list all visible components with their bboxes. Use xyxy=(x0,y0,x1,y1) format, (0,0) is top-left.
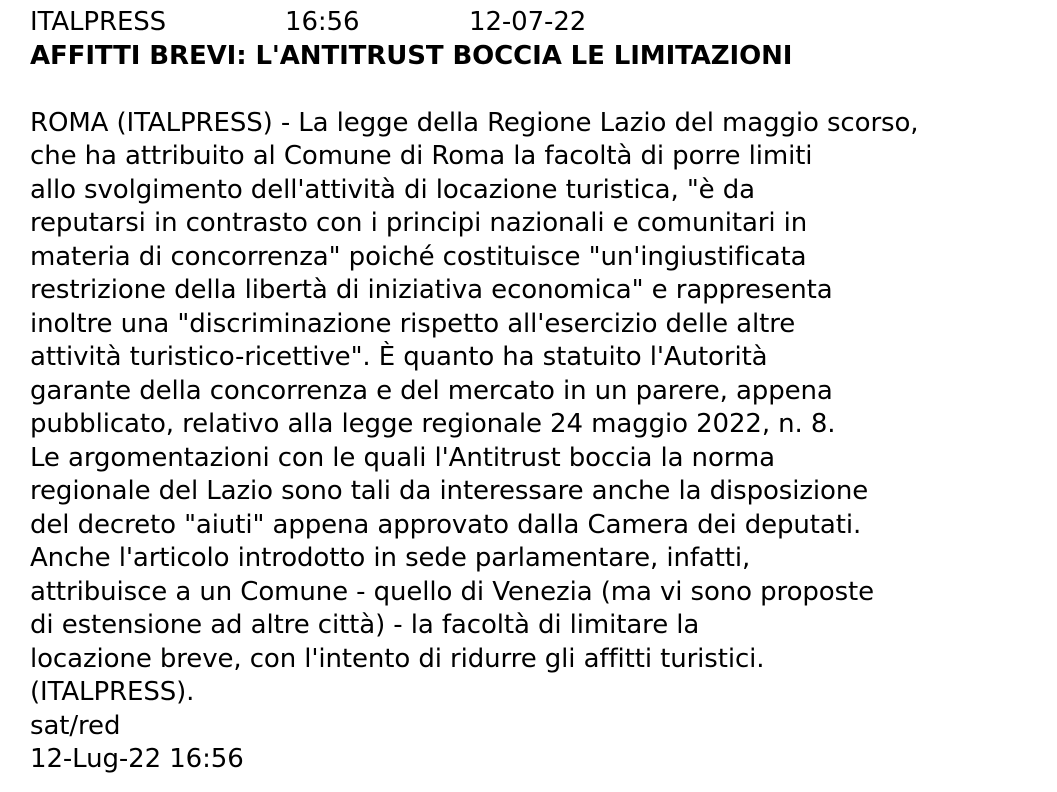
body-line: Le argomentazioni con le quali l'Antitrust boccia la norma xyxy=(30,442,775,473)
article-body xyxy=(30,107,1040,710)
author-signature: sat/red xyxy=(30,710,121,741)
dispatch-header xyxy=(30,6,1040,40)
body-line: che ha attribuito al Comune di Roma la facoltà di porre limiti xyxy=(30,141,813,171)
body-line: ROMA (ITALPRESS) - La legge della Regione Lazio del maggio scorso, xyxy=(30,107,919,138)
body-line: reputarsi in contrasto con i principi nazionali e comunitari in xyxy=(30,208,808,238)
dispatch-time: 16:56 xyxy=(285,7,360,37)
body-line: locazione breve, con l'intento di ridurre gli affitti turistici. xyxy=(30,643,765,674)
body-line: garante della concorrenza e del mercato in un parere, appena xyxy=(30,375,833,406)
headline: AFFITTI BREVI: L'ANTITRUST BOCCIA LE LIMITAZIONI xyxy=(30,40,793,71)
body-line: attribuisce a un Comune - quello di Venezia (ma vi sono proposte xyxy=(30,576,875,607)
agency-name: ITALPRESS xyxy=(30,7,167,37)
body-line: restrizione della libertà di iniziativa economica" e rappresenta xyxy=(30,275,833,305)
body-line: pubblicato, relativo alla legge regionale 24 maggio 2022, n. 8. xyxy=(30,409,836,439)
body-line: materia di concorrenza" poiché costituisce "un'ingiustificata xyxy=(30,241,807,272)
dispatch-date: 12-07-22 xyxy=(469,7,587,37)
body-line: (ITALPRESS). xyxy=(30,677,195,707)
body-line: inoltre una "discriminazione rispetto all'esercizio delle altre xyxy=(30,308,796,339)
body-line: regionale del Lazio sono tali da interessare anche la disposizione xyxy=(30,476,869,506)
news-article xyxy=(30,6,1040,777)
body-line: Anche l'articolo introdotto in sede parlamentare, infatti, xyxy=(30,543,751,573)
body-line: di estensione ad altre città) - la facoltà di limitare la xyxy=(30,610,700,640)
footer-timestamp: 12-Lug-22 16:56 xyxy=(30,744,244,774)
body-line: del decreto "aiuti" appena approvato dalla Camera dei deputati. xyxy=(30,509,862,540)
body-line: attività turistico-ricettive". È quanto ha statuito l'Autorità xyxy=(30,342,768,372)
body-line: allo svolgimento dell'attività di locazione turistica, "è da xyxy=(30,174,755,205)
